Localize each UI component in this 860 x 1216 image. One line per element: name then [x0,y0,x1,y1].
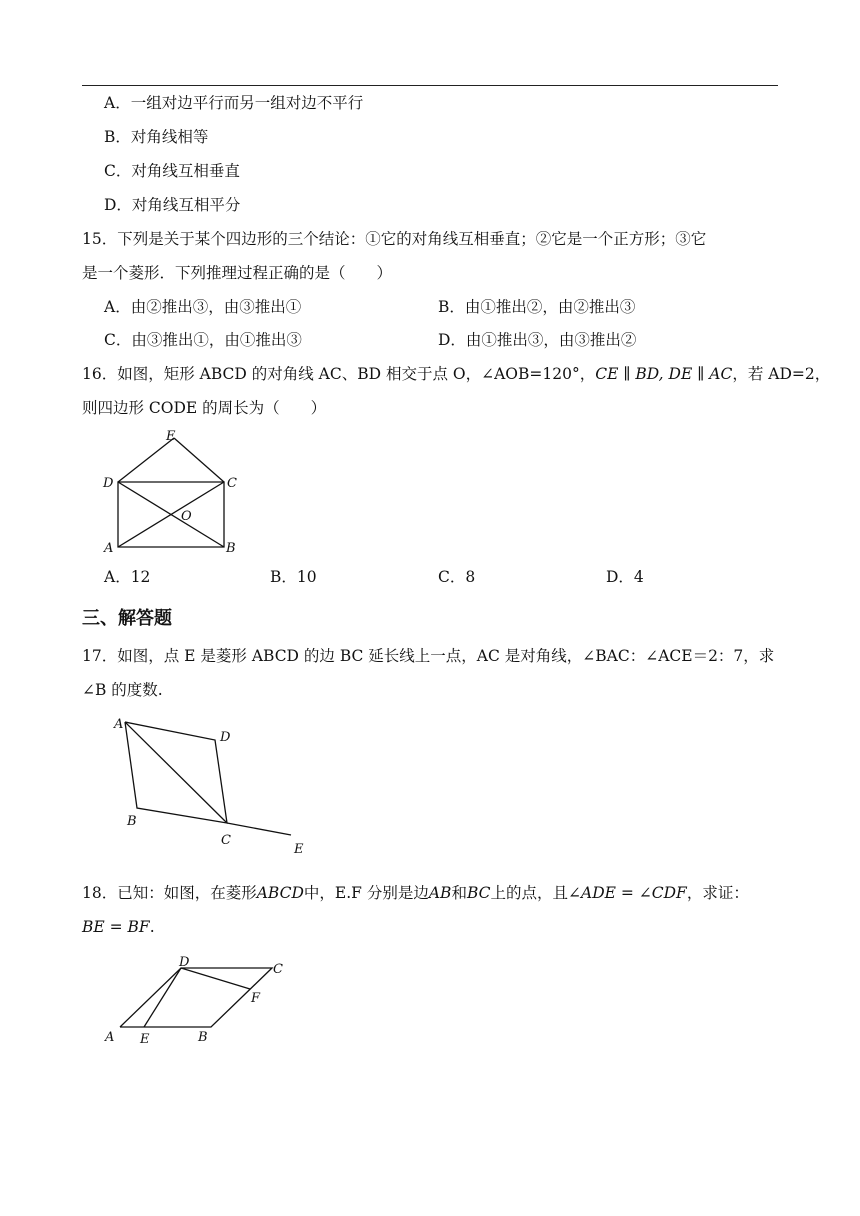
q14-option-b: B．对角线相等 [104,128,209,146]
q15-stem-line2: 是一个菱形．下列推理过程正确的是（ ） [82,264,393,282]
q14-option-a: A．一组对边平行而另一组对边不平行 [104,94,364,112]
q15-option-d: D．由①推出③，由③推出② [438,331,637,349]
q18-text-1: 18．已知：如图，在菱形 [82,884,257,902]
q16-option-b: B．10 [270,568,317,586]
q14-option-c: C．对角线互相垂直 [104,162,240,180]
q16-option-d: D．4 [606,568,644,586]
q18-math-conclusion: BE = BF [82,918,150,936]
q17-figure-rhombus [105,710,315,860]
q17-label-B: B [127,814,137,829]
q17-stem-line1: 17．如图，点 E 是菱形 ABCD 的边 BC 延长线上一点，AC 是对角线，∠BAC：∠ACE＝2：7，求 [82,647,775,665]
q17-stem-line2: ∠B 的度数. [82,681,163,699]
q18-rhombus-ABCD [120,968,272,1027]
q16-label-B: B [226,541,236,556]
q16-figure-rectangle [95,425,255,560]
q18-label-F: F [251,991,261,1006]
q18-text-3: 和 [451,884,467,902]
header-rule [82,85,778,86]
q18-label-E: E [140,1032,150,1047]
q18-figure-rhombus [100,950,300,1050]
q18-math-bc: BC [466,884,491,902]
q16-label-C: C [227,476,237,491]
q18-text-5: ，求证： [686,884,749,902]
q18-stem-line1 [82,882,749,904]
q18-math-ab: AB [428,884,452,902]
q16-seg-DE [118,438,174,482]
q15-option-a: A．由②推出③，由③推出① [104,298,302,316]
q18-stem-line2 [82,916,155,938]
q17-label-D: D [220,730,231,745]
q16-label-E: E [166,429,176,444]
q14-option-d: D．对角线互相平分 [104,196,241,214]
q18-text-2: 中，E.F 分别是边 [303,884,429,902]
q17-label-E: E [294,842,304,857]
section-title: 三、解答题 [82,608,172,629]
q18-seg-DF [181,968,250,989]
q16-label-A: A [104,541,114,556]
q18-label-A: A [105,1030,115,1045]
q18-seg-DE [144,968,181,1027]
q16-option-a: A．12 [104,568,151,586]
q15-stem-line1: 15．下列是关于某个四边形的三个结论：①它的对角线互相垂直；②它是一个正方形；③它 [82,230,707,248]
q16-stem-line1 [82,363,830,385]
q17-extension-CE [227,823,291,835]
q16-option-c: C．8 [438,568,476,586]
q16-parallel-condition: CE ∥ BD, DE ∥ AC [595,365,733,383]
q16-stem-line2: 则四边形 CODE 的周长为（ ） [82,399,327,417]
q15-option-b: B．由①推出②，由②推出③ [438,298,636,316]
q17-label-A: A [114,717,124,732]
q15-option-c: C．由③推出①，由①推出③ [104,331,302,349]
q18-label-D: D [179,955,190,970]
q16-stem-text: 16．如图，矩形 ABCD 的对角线 AC、BD 相交于点 O，∠AOB=120°， [82,365,596,383]
q18-math-angle-equality: ∠ADE = ∠CDF [568,884,687,902]
q18-text-4: 上的点，且 [490,884,569,902]
q16-seg-EC [174,438,224,482]
q16-stem-text-end: ，若 AD=2， [732,365,831,383]
q18-label-C: C [273,962,283,977]
q17-diagonal-AC [125,722,227,823]
q17-label-C: C [221,833,231,848]
q16-label-D: D [103,476,114,491]
q16-label-O: O [181,509,192,524]
q18-math-abcd: ABCD [256,884,304,902]
q18-text-end: . [149,918,155,936]
q18-label-B: B [198,1030,208,1045]
